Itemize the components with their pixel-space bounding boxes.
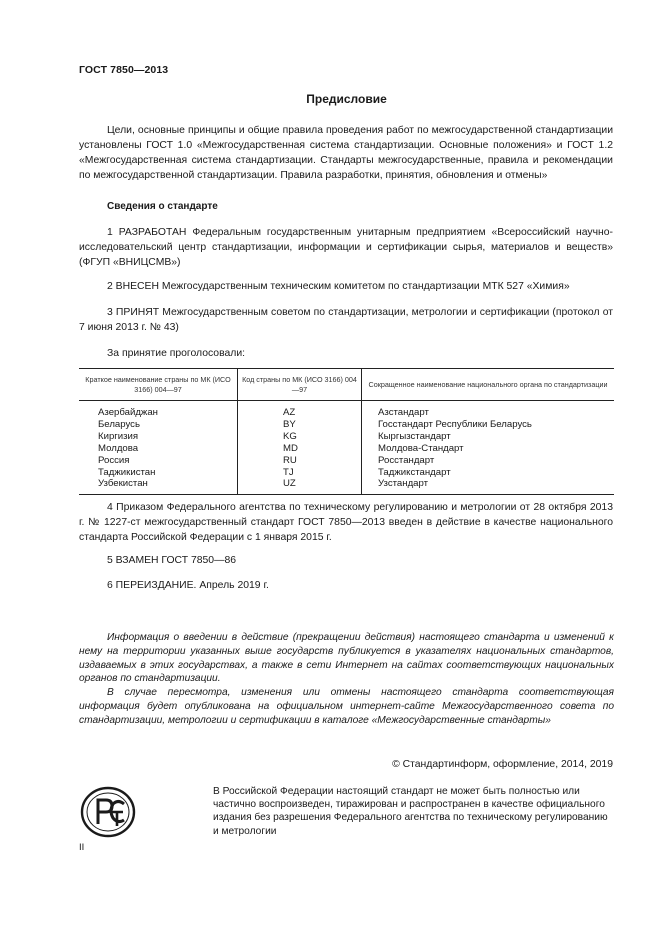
table-body	[79, 401, 614, 495]
intro-paragraph	[79, 123, 613, 183]
item-2-text: 2 ВНЕСЕН Межгосударственным техническим комитетом по стандартизации МТК 527 «Химия»	[107, 281, 570, 292]
rst-logo-icon	[78, 784, 198, 840]
copyright-line: © Стандартинформ, оформление, 2014, 2019	[392, 759, 613, 770]
table-header-row	[79, 369, 614, 401]
item-4-text: 4 Приказом Федерального агентства по техническому регулированию и метрологии от 28 октября 2013 г. № 1227-ст межгосударственный стандарт ГОСТ 7850—2013 введен в действие в качестве национального стандарта Российской Федерации с 1 января 2015 г.	[79, 502, 613, 543]
table-cell: RU	[283, 454, 297, 466]
code-column	[238, 401, 362, 495]
item-3-text: 3 ПРИНЯТ Межгосударственным советом по стандартизации, метрологии и сертификации (протокол от 7 июня 2013 г. № 43)	[79, 307, 613, 333]
table-cell: Росстандарт	[378, 454, 435, 466]
table-cell: Кыргызстандарт	[378, 430, 451, 442]
info-1-text: Информация о введении в действие (прекращении действия) настоящего стандарта и изменений к нему на территории указанных выше государств публикуется в указателях национальных стандартов, издаваемых в этих государствах, а также в сети Интернет на сайтах соответствующих национальных органов по стандартизации.	[79, 632, 614, 685]
table-cell: Киргизия	[98, 430, 139, 442]
item-6-text: 6 ПЕРЕИЗДАНИЕ. Апрель 2019 г.	[107, 580, 269, 591]
item-6	[79, 578, 613, 593]
item-1	[79, 225, 613, 270]
item-5	[79, 553, 613, 568]
agency-column	[362, 401, 615, 495]
document-code: ГОСТ 7850—2013	[79, 64, 169, 76]
table-cell: Таджикистан	[98, 466, 156, 478]
rst-logo	[78, 784, 198, 845]
table-header-country: Краткое наименование страны по МК (ИСО 3166) 004—97	[79, 369, 238, 401]
item-4	[79, 500, 613, 545]
page-number: II	[79, 842, 85, 853]
table-cell: MD	[283, 442, 298, 454]
table-cell: KG	[283, 430, 297, 442]
table-cell: Азербайджан	[98, 407, 158, 418]
info-paragraph-1	[79, 631, 614, 686]
country-column	[79, 401, 238, 495]
section-heading: Сведения о стандарте	[107, 201, 218, 212]
table-cell: Беларусь	[98, 418, 140, 430]
item-5-text: 5 ВЗАМЕН ГОСТ 7850—86	[107, 555, 237, 566]
rf-note: В Российской Федерации настоящий стандарт не может быть полностью или частично воспроизведен, тиражирован и распространен в качестве официального издания без разрешения Федерального агентства по техническому регулированию и метрологии	[213, 786, 608, 837]
table-cell: Молдова-Стандарт	[378, 442, 464, 454]
intro-text: Цели, основные принципы и общие правила проведения работ по межгосударственной стандартизации установлены ГОСТ 1.0 «Межгосударственная система стандартизации. Основные положения» и ГОСТ 1.2 «Межгосударственная система стандартизации. Стандарты межгосударственные, правила и рекомендации по межгосударственной стандартизации. Правила разработки, принятия, обновления и отмены»	[79, 125, 613, 181]
item-3	[79, 305, 613, 335]
table-cell: Узбекистан	[98, 478, 148, 490]
table-cell: Узстандарт	[378, 478, 429, 490]
table-cell: Госстандарт Республики Беларусь	[378, 418, 532, 430]
page-title: Предисловие	[306, 92, 387, 106]
voting-table	[79, 368, 614, 495]
table-cell: AZ	[283, 407, 296, 418]
item-2	[79, 279, 613, 294]
vote-intro-text: За принятие проголосовали:	[107, 348, 246, 359]
table-cell: TJ	[283, 466, 294, 478]
table-cell: UZ	[283, 478, 296, 490]
table-header-code: Код страны по МК (ИСО 3166) 004—97	[238, 369, 362, 401]
table-cell: Молдова	[98, 442, 139, 454]
item-1-text: 1 РАЗРАБОТАН Федеральным государственным унитарным предприятием «Всероссийский научно-исследовательский центр стандартизации, информации и сертификации сырья, материалов и веществ» (ФГУП «ВНИЦСМВ»)	[79, 227, 613, 268]
table-cell: BY	[283, 418, 296, 430]
info-paragraph-2	[79, 686, 614, 727]
table-header-agency: Сокращенное наименование национального органа по стандартизации	[362, 369, 615, 401]
table-cell: Таджикстандарт	[378, 466, 451, 478]
info-2-text: В случае пересмотра, изменения или отмены настоящего стандарта соответствующая информация будет опубликована на официальном интернет-сайте Межгосударственного совета по стандартизации, метрологии и сертификации в каталоге «Межгосударственные стандарты»	[79, 687, 614, 726]
vote-intro	[79, 346, 613, 361]
table-cell: Азстандарт	[378, 407, 429, 418]
table-cell: Россия	[98, 454, 130, 466]
